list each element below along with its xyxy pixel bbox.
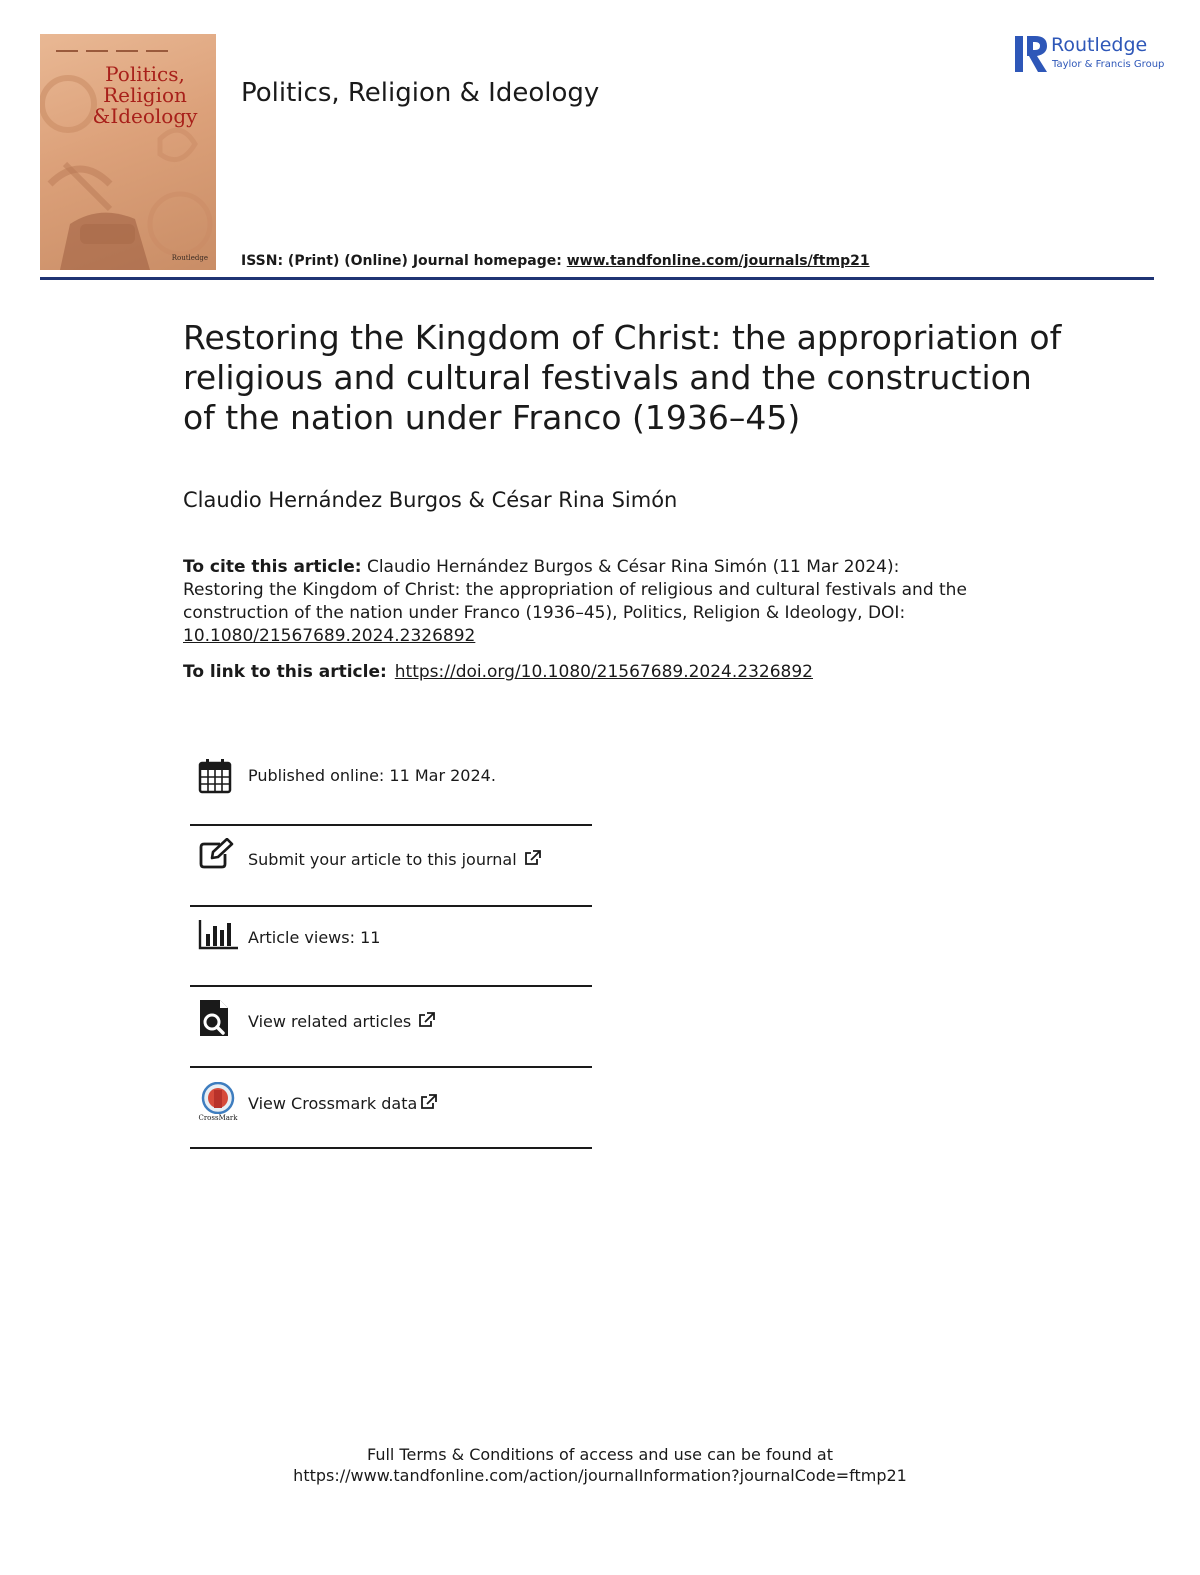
cover-title [80,64,210,127]
divider [190,905,592,907]
terms-footer [0,1444,1200,1486]
link-label: To link to this article: [183,662,387,682]
article-views-row [190,918,592,958]
external-link-icon [523,850,541,867]
external-link-icon [417,1012,435,1029]
journal-homepage-link[interactable]: www.tandfonline.com/journals/ftmp21 [566,253,870,269]
crossmark-link[interactable] [248,1094,437,1113]
divider [190,824,592,826]
crossmark-icon [198,1082,238,1124]
terms-url-link[interactable]: https://www.tandfonline.com/action/journalInformation?journalCode=ftmp21 [293,1466,907,1485]
bar-chart-icon [198,918,238,950]
document-search-icon [198,998,232,1038]
crossmark-badge [198,1082,238,1114]
external-link-icon [419,1094,437,1111]
cover-publisher-mark: Routledge [171,254,208,262]
crossmark-icon-label: CrossMark [198,1114,238,1122]
cite-label: To cite this article: [183,557,362,577]
terms-line: Full Terms & Conditions of access and use can be found at [366,1445,834,1464]
cite-doi-link[interactable]: 10.1080/21567689.2024.2326892 [183,626,476,646]
article-title: Restoring the Kingdom of Christ: the appropriation of religious and cultural festivals and the construction of the nation under Franco (1936–45) [183,318,1062,437]
published-online-text: Published online: 11 Mar 2024. [248,766,496,785]
cover-title-line: Religion [103,83,187,107]
cover-title-line: &Ideology [92,104,198,128]
calendar-icon [198,758,232,794]
edit-icon [198,838,234,870]
header-rule [40,277,1154,280]
divider [190,1147,592,1149]
crossmark-row[interactable] [190,1080,592,1126]
related-articles-link[interactable] [248,1012,435,1031]
related-articles-row[interactable] [190,998,592,1042]
journal-title: Politics, Religion & Ideology [241,78,600,108]
related-articles-label: View related articles [248,1012,412,1031]
divider [190,1066,592,1068]
submit-article-row[interactable] [190,836,592,880]
routledge-logo[interactable] [1015,34,1165,78]
divider [190,985,592,987]
logo-subtitle: Taylor & Francis Group [1052,59,1165,70]
article-views-text: Article views: 11 [248,928,381,947]
cover-title-line: Politics, [105,62,185,86]
article-link-line [183,662,813,682]
crossmark-label: View Crossmark data [248,1094,418,1113]
logo-name: Routledge [1051,34,1148,56]
article-doi-link[interactable]: https://doi.org/10.1080/21567689.2024.2326892 [394,662,813,682]
journal-cover-image [40,34,216,270]
citation-block [183,556,983,648]
issn-text: ISSN: (Print) (Online) Journal homepage: [241,253,567,269]
cite-text: Claudio Hernández Burgos & César Rina Simón (11 Mar 2024): Restoring the Kingdom of Christ: the appropriation of religious and cultural festivals and the construction of the nation under Franco (1936–45), Politics, Religion & Ideology, DOI: [183,557,967,623]
routledge-r-icon [1015,34,1049,74]
issn-line [241,253,870,269]
submit-article-link[interactable] [248,850,541,869]
submit-article-label: Submit your article to this journal [248,850,517,869]
published-online-row [190,756,592,796]
cover-issue-line [56,40,206,48]
article-authors: Claudio Hernández Burgos & César Rina Simón [183,488,678,512]
